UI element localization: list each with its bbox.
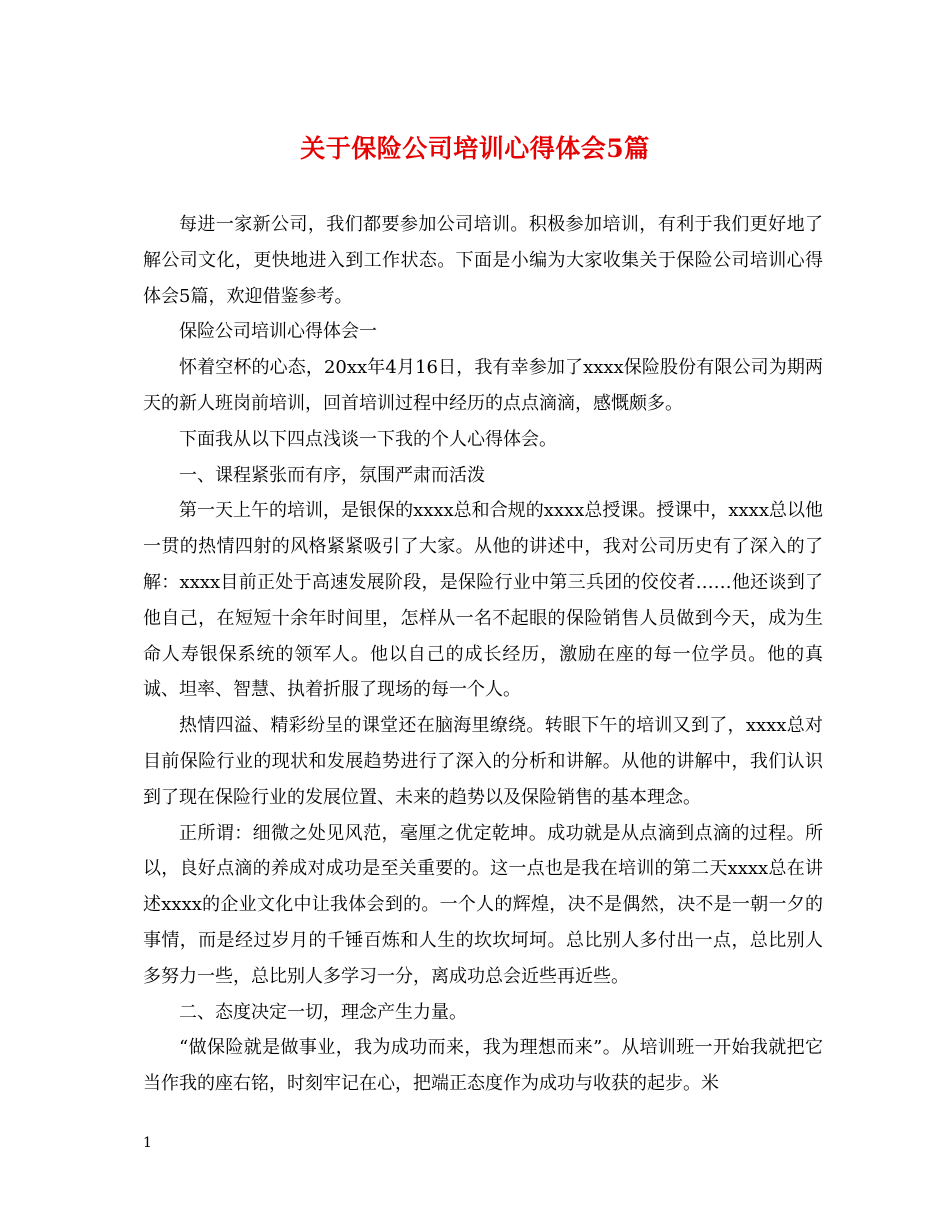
paragraph: “做保险就是做事业，我为成功而来，我为理想而来”。从培训班一开始我就把它当作我的座右铭，时刻牢记在心，把端正态度作为成功与收获的起步。米 <box>143 1037 823 1095</box>
document-title: 关于保险公司培训心得体会5篇 <box>300 134 650 163</box>
paragraph: 正所谓：细微之处见风范，毫厘之优定乾坤。成功就是从点滴到点滴的过程。所以，良好点滴的养成对成功是至关重要的。这一点也是我在培训的第二天xxxx总在讲述xxxx的企业文化中让我体会到的。一个人的辉煌，决不是偶然，决不是一朝一夕的事情，而是经过岁月的千锤百炼和人生的坎坎坷坷。总比别人多付出一点，总比别人多努力一些，总比别人多学习一分，离成功总会近些再近些。 <box>143 822 823 987</box>
page-number: 1 <box>143 1135 152 1151</box>
paragraph: 下面我从以下四点浅谈一下我的个人心得体会。 <box>179 428 557 450</box>
paragraph: 第一天上午的培训，是银保的xxxx总和合规的xxxx总授课。授课中，xxxx总以他一贯的热情四射的风格紧紧吸引了大家。从他的讲述中，我对公司历史有了深入的了解：xxxx目前正处于高速发展阶段，是保险行业中第三兵团的佼佼者……他还谈到了他自己，在短短十余年时间里，怎样从一名不起眼的保险销售人员做到今天，成为生命人寿银保系统的领军人。他以自己的成长经历，激励在座的每一位学员。他的真诚、坦率、智慧、执着折服了现场的每一个人。 <box>143 500 823 701</box>
subsection-heading: 二、态度决定一切，理念产生力量。 <box>179 1001 467 1023</box>
section-heading: 保险公司培训心得体会一 <box>179 321 377 343</box>
paragraph: 怀着空杯的心态，20xx年4月16日，我有幸参加了xxxx保险股份有限公司为期两天的新人班岗前培训，回首培训过程中经历的点点滴滴，感慨颇多。 <box>143 357 823 414</box>
paragraph-intro: 每进一家新公司，我们都要参加公司培训。积极参加培训，有利于我们更好地了解公司文化，更快地进入到工作状态。下面是小编为大家收集关于保险公司培训心得体会5篇，欢迎借鉴参考。 <box>143 214 823 307</box>
paragraph: 热情四溢、精彩纷呈的课堂还在脑海里缭绕。转眼下午的培训又到了，xxxx总对目前保险行业的现状和发展趋势进行了深入的分析和讲解。从他的讲解中，我们认识到了现在保险行业的发展位置、未来的趋势以及保险销售的基本理念。 <box>143 715 823 808</box>
subsection-heading: 一、课程紧张而有序，氛围严肃而活泼 <box>179 464 485 486</box>
document-body <box>143 207 823 1102</box>
